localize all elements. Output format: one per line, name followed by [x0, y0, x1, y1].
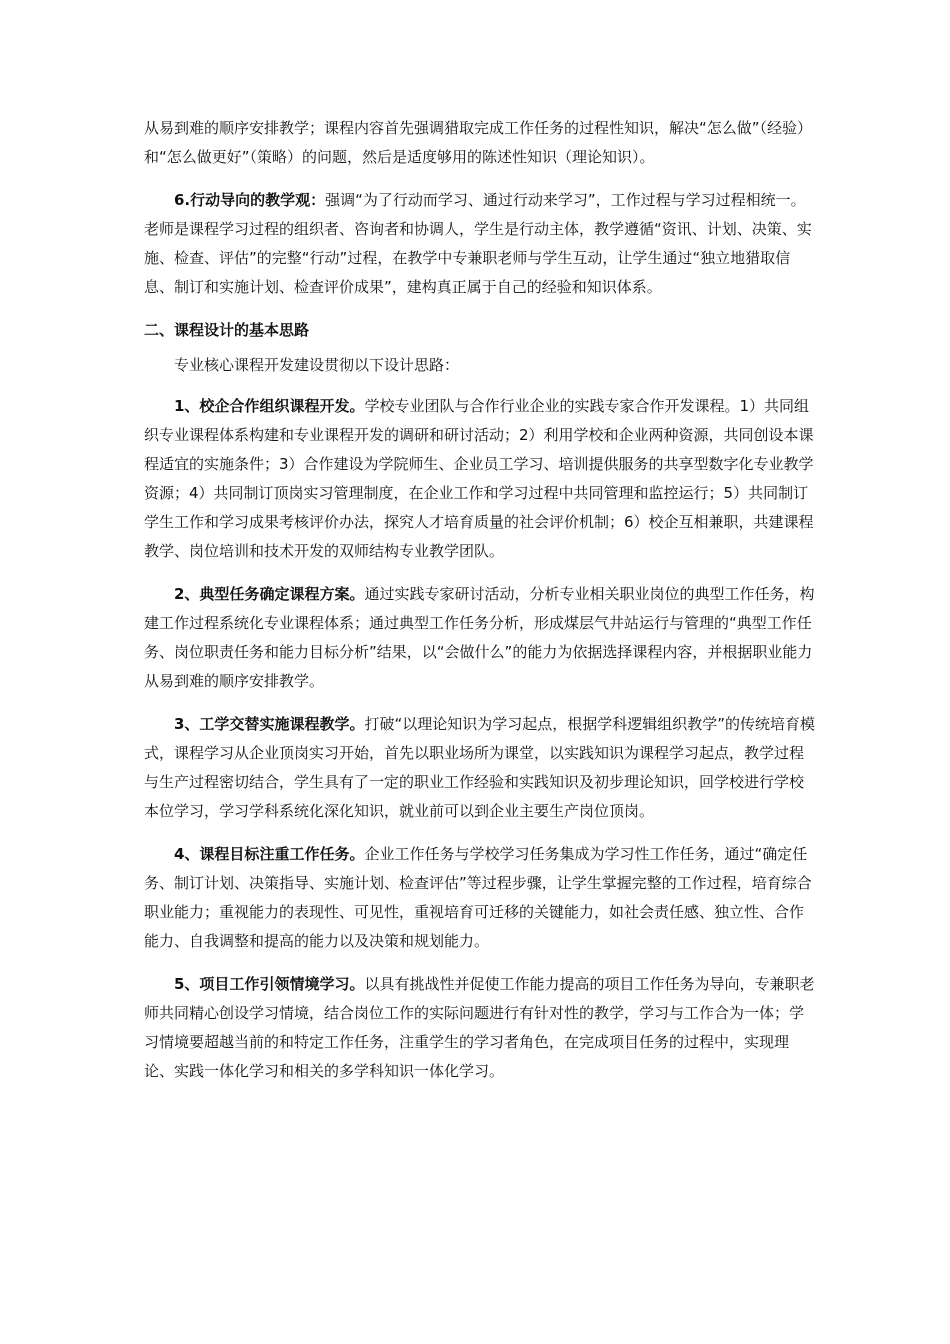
- paragraph-body: 以具有挑战性并促使工作能力提高的项目工作任务为导向，专兼职老师共同精心创设学习情境，结合岗位工作的实际问题进行有针对性的教学，学习与工作合为一体；学习情境要超越当前的和特定工作任务，注重学生的学习者角色，在完成项目任务的过程中，实现理论、实践一体化学习和相关的多学科知识一体化学习。: [144, 975, 815, 1080]
- paragraph-lead: 6.行动导向的教学观：: [174, 191, 326, 209]
- section-intro: 专业核心课程开发建设贯彻以下设计思路：: [174, 356, 460, 374]
- paragraph-body: 企业工作任务与学校学习任务集成为学习性工作任务，通过“确定任务、制订计划、决策指导、实施计划、检查评估”等过程步骤，让学生掌握完整的工作过程，培育综合职业能力；重视能力的表现性、可见性，重视培育可迁移的关键能力，如社会责任感、独立性、合作能力、自我调整和提高的能力以及决策和规划能力。: [144, 845, 812, 950]
- paragraph-lead: 3、工学交替实施课程教学。: [174, 715, 365, 733]
- paragraph-school-enterprise: [144, 392, 816, 566]
- paragraph-lead: 2、典型任务确定课程方案。: [174, 585, 365, 603]
- paragraph-lead: 5、项目工作引领情境学习。: [174, 975, 365, 993]
- paragraph-project-work: [144, 970, 816, 1086]
- paragraph-work-study: [144, 710, 816, 826]
- paragraph-action-oriented: [144, 186, 816, 302]
- paragraph-body: 通过实践专家研讨活动，分析专业相关职业岗位的典型工作任务，构建工作过程系统化专业课程体系；通过典型工作任务分析，形成煤层气井站运行与管理的“典型工作任务、岗位职责任务和能力目标分析”结果，以“会做什么”的能力为依据选择课程内容，并根据职业能力从易到难的顺序安排教学。: [144, 585, 815, 690]
- paragraph-body: 学校专业团队与合作行业企业的实践专家合作开发课程。1）共同组织专业课程体系构建和专业课程开发的调研和研讨活动；2）利用学校和企业两种资源，共同创设本课程适宜的实施条件；3）合作建设为学院师生、企业员工学习、培训提供服务的共享型数字化专业教学资源；4）共同制订顶岗实习管理制度，在企业工作和学习过程中共同管理和监控运行；5）共同制订学生工作和学习成果考核评价办法，探究人才培育质量的社会评价机制；6）校企互相兼职，共建课程教学、岗位培训和技术开发的双师结构专业教学团队。: [144, 397, 814, 560]
- section-heading: 二、课程设计的基本思路: [144, 321, 310, 339]
- paragraph-course-goals: [144, 840, 816, 956]
- paragraph-body: 强调“为了行动而学习、通过行动来学习”，工作过程与学习过程相统一。老师是课程学习过程的组织者、咨询者和协调人，学生是行动主体，教学遵循“资讯、计划、决策、实施、检查、评估”的完整“行动”过程，在教学中专兼职老师与学生互动，让学生通过“独立地猎取信息、制订和实施计划、检查评价成果”，建构真正属于自己的经验和知识体系。: [144, 191, 812, 296]
- paragraph-body: 打破“以理论知识为学习起点，根据学科逻辑组织教学”的传统培育模式，课程学习从企业顶岗实习开始，首先以职业场所为课堂，以实践知识为课程学习起点，教学过程与生产过程密切结合，学生具有了一定的职业工作经验和实践知识及初步理论知识，回学校进行学校本位学习，学习学科系统化深化知识，就业前可以到企业主要生产岗位顶岗。: [144, 715, 815, 820]
- paragraph-typical-tasks: [144, 580, 816, 696]
- paragraph-lead: 1、校企合作组织课程开发。: [174, 397, 365, 415]
- paragraph-lead: 4、课程目标注重工作任务。: [174, 845, 365, 863]
- document-body: [144, 114, 816, 1100]
- paragraph-continuation: 从易到难的顺序安排教学；课程内容首先强调猎取完成工作任务的过程性知识，解决“怎么做”（经验）和“怎么做更好”（策略）的问题，然后是适度够用的陈述性知识（理论知识）。: [144, 119, 813, 166]
